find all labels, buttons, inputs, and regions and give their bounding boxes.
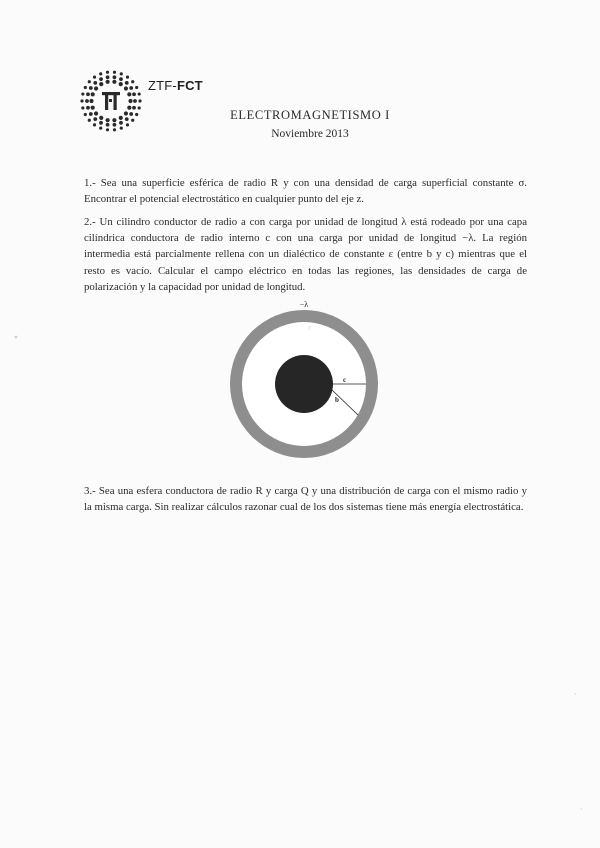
logo-dot bbox=[94, 86, 98, 90]
logo-dot bbox=[93, 123, 96, 126]
logo-dot bbox=[99, 77, 103, 81]
logo-dot bbox=[89, 86, 93, 90]
logo-dot bbox=[80, 99, 83, 102]
logo-dot bbox=[106, 75, 110, 79]
problem-3 bbox=[84, 483, 527, 515]
logo-dot bbox=[131, 80, 134, 83]
institution-prefix: ZTF- bbox=[148, 78, 177, 93]
logo-dot bbox=[91, 92, 95, 96]
logo-dot bbox=[120, 72, 123, 75]
label-b: b bbox=[335, 396, 339, 404]
logo-dot bbox=[125, 81, 129, 85]
logo-dot bbox=[132, 92, 136, 96]
inner-conductor bbox=[275, 355, 333, 413]
institution-suffix: FCT bbox=[176, 78, 203, 93]
logo-dot bbox=[126, 76, 129, 79]
problem-text: Un cilindro conductor de radio a con carga por unidad de longitud λ está rodeado por una capa cilíndrica conductora de radio interno c con una carga por unidad de longitud −λ. La región intermedia está parcialmente rellena con un dialéctico de constante ε (entre b y c) mientras que el resto es vacío. Calcular el campo eléctrico en todas las regiones, las densidades de carga de polarización y la capacidad por unidad de longitud. bbox=[84, 216, 527, 293]
logo-dot bbox=[85, 99, 89, 103]
institution-name bbox=[148, 78, 203, 93]
logo-dot bbox=[129, 86, 133, 90]
logo-dot bbox=[89, 99, 93, 103]
label-epsilon: ε bbox=[308, 323, 312, 332]
logo-dot bbox=[113, 71, 116, 74]
logo-dot bbox=[84, 86, 87, 89]
logo-dot bbox=[119, 82, 123, 86]
problem-2 bbox=[84, 214, 527, 295]
logo-dot bbox=[124, 86, 128, 90]
logo-dot bbox=[113, 75, 117, 79]
logo-dot bbox=[126, 123, 129, 126]
problem-text: Sea una superficie esférica de radio R y con una densidad de carga superficial constante σ. Encontrar el potencial electrostático en cualquier punto del eje z. bbox=[84, 177, 527, 206]
logo-dot bbox=[99, 82, 103, 86]
exam-date: Noviembre 2013 bbox=[271, 128, 349, 140]
coaxial-cylinder-diagram bbox=[220, 296, 390, 466]
scan-speck: · bbox=[580, 805, 583, 814]
logo-dot bbox=[81, 92, 84, 95]
label-c: c bbox=[343, 376, 347, 384]
logo-dot bbox=[106, 71, 109, 74]
logo-dot bbox=[106, 123, 110, 127]
problem-number: 1.- bbox=[84, 177, 96, 189]
exam-title: ELECTROMAGNETISMO I bbox=[230, 108, 390, 122]
logo-dot bbox=[138, 99, 141, 102]
logo-dot bbox=[93, 76, 96, 79]
logo-dot bbox=[119, 77, 123, 81]
logo-dot bbox=[128, 99, 132, 103]
logo-dot bbox=[133, 99, 137, 103]
problem-text: Sea una esfera conductora de radio R y carga Q y una distribución de carga con el mismo radio y la misma carga. Sin realizar cálculos razonar cual de los dos sistemas tiene más energía electrostática. bbox=[84, 485, 528, 514]
logo-dot bbox=[86, 92, 90, 96]
logo-dot bbox=[135, 86, 138, 89]
scan-speck: · bbox=[574, 690, 577, 699]
scan-speck: * bbox=[14, 334, 18, 343]
logo-dot bbox=[138, 92, 141, 95]
problem-1 bbox=[84, 175, 527, 207]
logo-dot bbox=[112, 80, 116, 84]
logo-dot bbox=[106, 80, 110, 84]
problem-number: 2.- bbox=[84, 216, 96, 228]
logo-dot bbox=[93, 81, 97, 85]
logo-dot bbox=[99, 72, 102, 75]
outer-charge-label: −λ bbox=[299, 300, 309, 309]
logo-dot bbox=[113, 123, 117, 127]
logo-dot bbox=[127, 92, 131, 96]
logo-dot bbox=[88, 80, 91, 83]
problem-number: 3.- bbox=[84, 485, 96, 497]
